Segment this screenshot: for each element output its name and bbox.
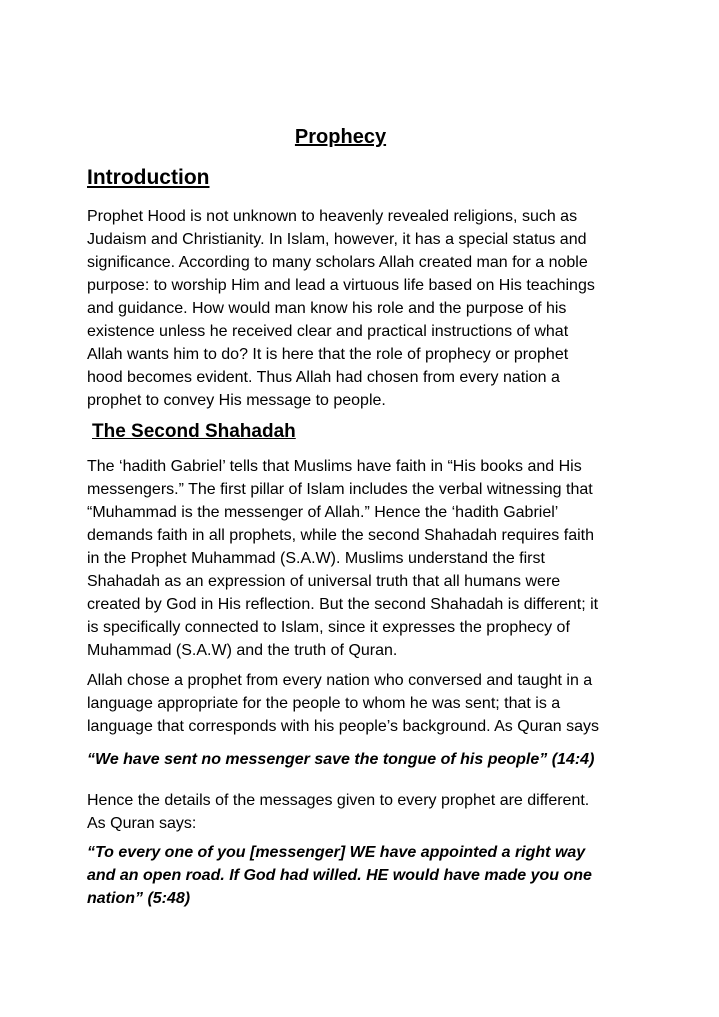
text-line: language appropriate for the people to whom he was sent; that is a bbox=[87, 695, 561, 712]
text-line: in the Prophet Muhammad (S.A.W). Muslims understand the first bbox=[87, 550, 545, 567]
text-line: created by God in His reflection. But the second Shahadah is different; it bbox=[87, 596, 599, 613]
text-line: language that corresponds with his people’s background. As Quran says bbox=[87, 718, 600, 735]
quote-line: nation” (5:48) bbox=[87, 890, 191, 907]
text-line: demands faith in all prophets, while the second Shahadah requires faith bbox=[87, 527, 594, 544]
text-line: Judaism and Christianity. In Islam, however, it has a special status and bbox=[87, 231, 587, 248]
text-line: Shahadah as an expression of universal truth that all humans were bbox=[87, 573, 561, 590]
quote-line: “To every one of you [messenger] WE have appointed a right way bbox=[87, 844, 586, 861]
text-line: messengers.” The first pillar of Islam includes the verbal witnessing that bbox=[87, 481, 593, 498]
text-line: “Muhammad is the messenger of Allah.” Hence the ‘hadith Gabriel’ bbox=[87, 504, 559, 521]
text-line: is specifically connected to Islam, since it expresses the prophecy of bbox=[87, 619, 570, 636]
introduction-heading: Introduction bbox=[87, 166, 210, 189]
second-shahadah-paragraph-2 bbox=[87, 669, 635, 738]
text-line: As Quran says: bbox=[87, 815, 197, 832]
second-shahadah-heading: The Second Shahadah bbox=[92, 421, 296, 442]
text-line: purpose: to worship Him and lead a virtuous life based on His teachings bbox=[87, 277, 595, 294]
text-line: existence unless he received clear and practical instructions of what bbox=[87, 323, 569, 340]
text-line: hood becomes evident. Thus Allah had chosen from every nation a bbox=[87, 369, 560, 386]
text-line: Prophet Hood is not unknown to heavenly revealed religions, such as bbox=[87, 208, 578, 225]
introduction-paragraph bbox=[87, 205, 635, 412]
text-line: Hence the details of the messages given to every prophet are different. bbox=[87, 792, 590, 809]
text-line: significance. According to many scholars Allah created man for a noble bbox=[87, 254, 588, 271]
text-line: prophet to convey His message to people. bbox=[87, 392, 386, 409]
document-title: Prophecy bbox=[294, 126, 387, 148]
text-line: Muhammad (S.A.W) and the truth of Quran. bbox=[87, 642, 398, 659]
text-line: The ‘hadith Gabriel’ tells that Muslims have faith in “His books and His bbox=[87, 458, 582, 475]
second-shahadah-paragraph-1 bbox=[87, 455, 635, 662]
quote-line: “We have sent no messenger save the tongue of his people” (14:4) bbox=[87, 751, 595, 768]
quote-line: and an open road. If God had willed. HE would have made you one bbox=[87, 867, 592, 884]
second-shahadah-paragraph-3 bbox=[87, 789, 635, 835]
text-line: and guidance. How would man know his role and the purpose of his bbox=[87, 300, 567, 317]
quran-quote-14-4 bbox=[87, 748, 635, 771]
text-line: Allah chose a prophet from every nation who conversed and taught in a bbox=[87, 672, 593, 689]
quran-quote-5-48 bbox=[87, 841, 635, 910]
text-line: Allah wants him to do? It is here that the role of prophecy or prophet bbox=[87, 346, 569, 363]
